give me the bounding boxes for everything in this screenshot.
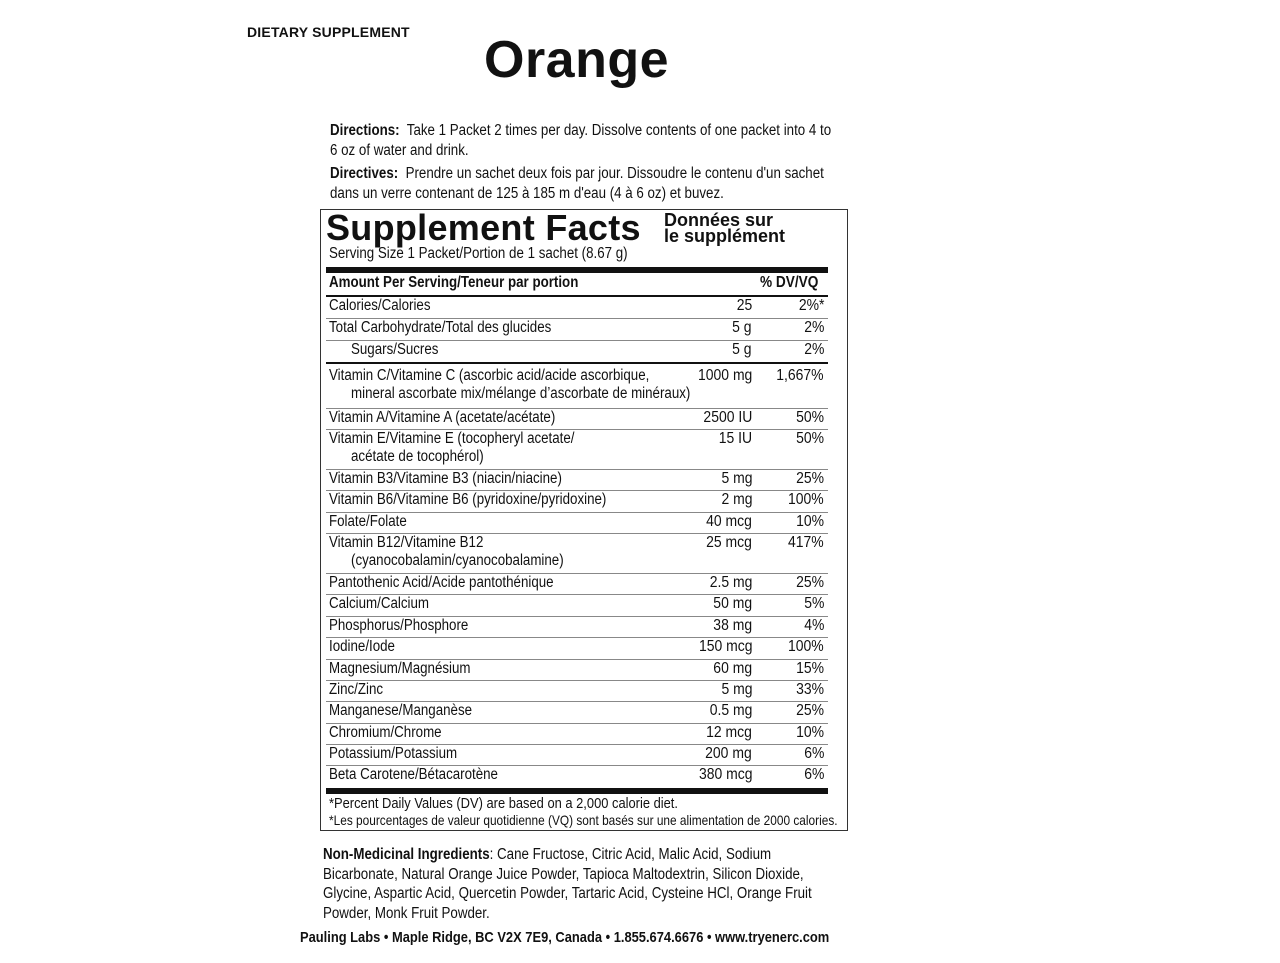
directions-en — [330, 121, 831, 161]
nutrient-amount: 60 mg — [713, 660, 752, 677]
rule-section — [326, 362, 828, 364]
nutrient-dv: 50% — [796, 409, 824, 426]
directions-en-line2: 6 oz of water and drink. — [330, 142, 469, 159]
nutrient-amount: 38 mg — [713, 617, 752, 634]
nutrient-row — [326, 574, 828, 595]
nutrient-amount: 15 IU — [718, 430, 752, 447]
nutrient-row — [326, 319, 828, 341]
nutrient-row — [326, 513, 828, 534]
nutrient-amount: 200 mg — [705, 745, 752, 762]
ingredients-line4: Powder, Monk Fruit Powder. — [323, 904, 490, 922]
nutrient-row — [326, 491, 828, 513]
nutrient-dv: 4% — [803, 617, 824, 634]
nutrient-amount: 2.5 mg — [709, 574, 752, 591]
nutrient-name-cont: (cyanocobalamin/cyanocobalamine) — [351, 552, 564, 569]
nutrient-amount: 25 mcg — [706, 534, 752, 551]
nutrient-amount: 25 — [736, 297, 752, 314]
directions-fr-line1: Prendre un sachet deux fois par jour. Dissoudre le contenu d'un sachet — [405, 165, 824, 182]
nutrient-row — [326, 702, 828, 724]
nutrient-dv: 6% — [803, 745, 824, 762]
nutrient-dv: 6% — [803, 766, 824, 783]
supplement-facts-title: Supplement Facts — [326, 207, 641, 248]
nutrient-amount: 12 mcg — [706, 724, 752, 741]
nutrient-name: Vitamin B6/Vitamine B6 (pyridoxine/pyridoxine) — [329, 491, 607, 508]
directions-fr-label: Directives: — [330, 165, 399, 182]
nutrient-amount: 2500 IU — [703, 409, 752, 426]
nutrient-name: Chromium/Chrome — [329, 724, 442, 741]
nutrient-name: Vitamin A/Vitamine A (acetate/acétate) — [329, 409, 556, 426]
dv-header: % DV/VQ — [760, 274, 819, 291]
nutrient-name: Iodine/Iode — [329, 638, 395, 655]
nutrient-row — [326, 660, 828, 681]
nutrient-amount: 5 g — [732, 341, 752, 358]
nutrient-dv: 2% — [803, 341, 824, 358]
directions-en-label: Directions: — [330, 122, 400, 139]
amount-header: Amount Per Serving/Teneur par portion — [329, 274, 579, 291]
nutrient-amount: 0.5 mg — [709, 702, 752, 719]
nutrient-dv: 25% — [796, 470, 824, 487]
nutrient-row — [326, 595, 828, 617]
nutrient-dv: 2%* — [798, 297, 824, 314]
ingredients-line3: Glycine, Aspartic Acid, Quercetin Powder, Tartaric Acid, Cysteine HCl, Orange Fruit — [323, 885, 812, 902]
nutrient-name: Vitamin B3/Vitamine B3 (niacin/niacine) — [329, 470, 562, 487]
nutrient-name: Potassium/Potassium — [329, 745, 458, 762]
nutrient-row — [326, 367, 828, 409]
nutrient-name-cont: acétate de tocophérol) — [351, 448, 484, 465]
title-fr-line1: Données sur — [664, 210, 774, 230]
nutrient-dv: 100% — [788, 491, 824, 508]
nutrient-row — [326, 745, 828, 766]
ingredients-line2: Bicarbonate, Natural Orange Juice Powder, Tapioca Maltodextrin, Silicon Dioxide, — [323, 865, 804, 883]
nutrient-amount: 150 mcg — [698, 638, 752, 655]
nutrient-row — [326, 534, 828, 574]
rule-thick-top — [326, 267, 828, 273]
nutrient-name: Vitamin B12/Vitamine B12 — [329, 534, 484, 551]
nutrient-name: Pantothenic Acid/Acide pantothénique — [329, 574, 554, 591]
nutrient-amount: 50 mg — [713, 595, 752, 612]
serving-size: Serving Size 1 Packet/Portion de 1 sachet (8.67 g) — [329, 245, 628, 262]
directions-fr-line2: dans un verre contenant de 125 à 185 m d'eau (4 à 6 oz) et buvez. — [330, 185, 724, 202]
nutrient-name: Sugars/Sucres — [351, 341, 439, 358]
nutrient-row — [326, 297, 828, 319]
nutrient-dv: 33% — [796, 681, 824, 698]
nutrient-dv: 25% — [796, 574, 824, 591]
nutrient-name: Calories/Calories — [329, 297, 431, 314]
category-label: DIETARY SUPPLEMENT — [247, 24, 410, 40]
footnote-fr: *Les pourcentages de valeur quotidienne (VQ) sont basés sur une alimentation de 2000 calories. — [329, 813, 838, 828]
nutrient-dv: 417% — [788, 534, 824, 551]
nutrient-amount: 5 g — [732, 319, 752, 336]
nutrient-row — [326, 409, 828, 430]
nutrient-name: Vitamin C/Vitamine C (ascorbic acid/acide ascorbique, — [329, 367, 650, 384]
title-fr-line2: le supplément — [664, 226, 786, 246]
nutrient-dv: 2% — [803, 319, 824, 336]
nutrient-dv: 15% — [796, 660, 824, 677]
nutrient-row — [326, 681, 828, 702]
nutrient-name: Total Carbohydrate/Total des glucides — [329, 319, 552, 336]
supplement-facts-title-fr — [664, 212, 785, 244]
manufacturer-address: Pauling Labs • Maple Ridge, BC V2X 7E9, Canada • 1.855.674.6676 • www.tryenerc.com — [300, 929, 830, 946]
nutrient-dv: 1,667% — [776, 367, 824, 384]
nutrient-name: Phosphorus/Phosphore — [329, 617, 469, 634]
nutrient-name: Calcium/Calcium — [329, 595, 430, 612]
nutrient-row — [326, 766, 828, 788]
nutrient-row — [326, 617, 828, 638]
directions-en-line1: Take 1 Packet 2 times per day. Dissolve contents of one packet into 4 to — [406, 122, 832, 139]
nutrient-name: Zinc/Zinc — [329, 681, 384, 698]
nutrient-amount: 1000 mg — [697, 367, 752, 384]
nutrient-name-cont: mineral ascorbate mix/mélange d’ascorbate de minéraux) — [351, 385, 691, 402]
rule-thick-bottom — [326, 788, 828, 794]
nutrient-amount: 380 mcg — [698, 766, 752, 783]
nutrient-row — [326, 724, 828, 745]
ingredients-line1: : Cane Fructose, Citric Acid, Malic Acid, Sodium — [489, 846, 772, 863]
nutrient-name: Vitamin E/Vitamine E (tocopheryl acetate/ — [329, 430, 575, 447]
nutrient-amount: 5 mg — [720, 681, 752, 698]
nutrient-name: Folate/Folate — [329, 513, 407, 530]
flavor-title: Orange — [484, 31, 670, 89]
nutrient-row — [326, 638, 828, 660]
ingredients-label: Non-Medicinal Ingredients — [323, 846, 490, 863]
nutrient-dv: 50% — [796, 430, 824, 447]
nutrient-dv: 10% — [796, 513, 824, 530]
nutrient-amount: 5 mg — [720, 470, 752, 487]
nutrient-dv: 10% — [796, 724, 824, 741]
nutrient-name: Magnesium/Magnésium — [329, 660, 471, 677]
nutrient-row — [326, 430, 828, 470]
footnote-en: *Percent Daily Values (DV) are based on a 2,000 calorie diet. — [329, 795, 678, 812]
nutrient-amount: 40 mcg — [706, 513, 752, 530]
ingredients — [323, 845, 839, 923]
nutrient-row — [326, 470, 828, 491]
nutrient-amount: 2 mg — [720, 491, 752, 508]
nutrient-name: Beta Carotene/Bétacarotène — [329, 766, 498, 783]
nutrient-dv: 100% — [788, 638, 824, 655]
nutrient-dv: 5% — [803, 595, 824, 612]
directions-fr — [330, 164, 824, 204]
nutrient-name: Manganese/Manganèse — [329, 702, 473, 719]
nutrient-dv: 25% — [796, 702, 824, 719]
